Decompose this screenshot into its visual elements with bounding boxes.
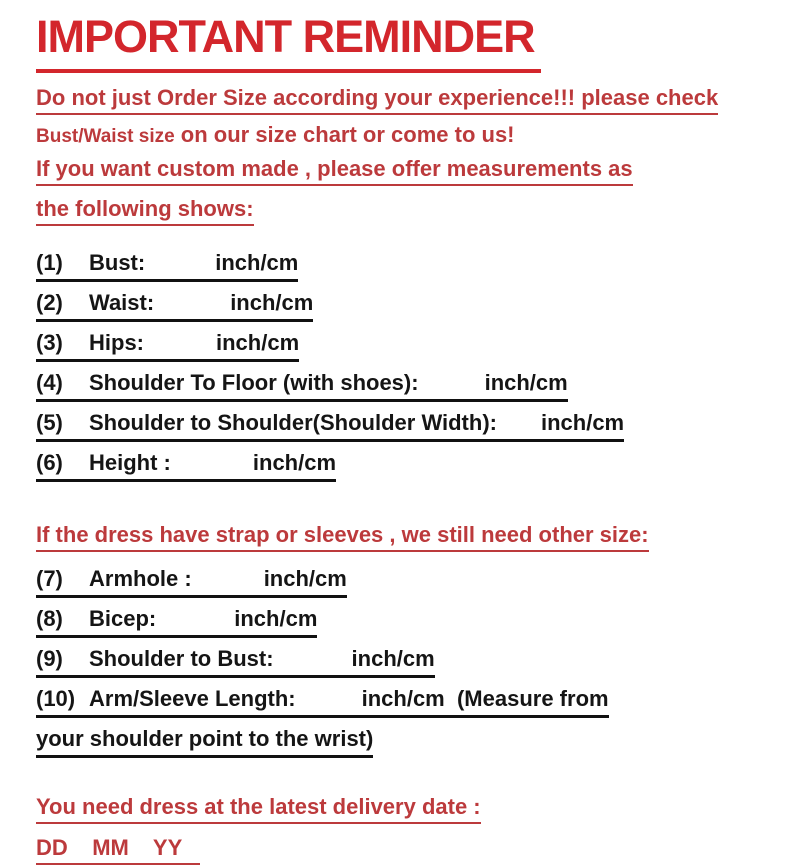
footer-date-fields: DD MM YY [36,835,772,865]
measurement-item-bicep: (8) Bicep: inch/cm [36,606,772,638]
section-strap-sleeves-heading: If the dress have strap or sleeves , we still need other size: [36,522,772,552]
measurements-list-extra [36,566,772,758]
intro-line-size-chart: Bust/Waist size on our size chart or come to us! [36,122,515,147]
measurement-item-bust: (1) Bust: inch/cm [36,250,772,282]
bust-waist-size-label: Bust/Waist size [36,126,175,147]
measurement-item-hips: (3) Hips: inch/cm [36,330,772,362]
intro-line-following-shows: the following shows: [36,196,772,226]
page-title: IMPORTANT REMINDER [36,14,541,73]
measurements-list-basic [36,250,772,482]
measurement-item-height: (6) Height : inch/cm [36,450,772,482]
measurement-item-shoulder-to-floor: (4) Shoulder To Floor (with shoes): inch/cm [36,370,772,402]
measurement-item-waist: (2) Waist: inch/cm [36,290,772,322]
measurement-item-armhole: (7) Armhole : inch/cm [36,566,772,598]
measurement-item-shoulder-to-bust: (9) Shoulder to Bust: inch/cm [36,646,772,678]
measurement-item-sleeve-length: (10) Arm/Sleeve Length: inch/cm (Measure from [36,686,772,718]
measurement-item-shoulder-width: (5) Shoulder to Shoulder(Shoulder Width): inch/cm [36,410,772,442]
intro-line-order-size: Do not just Order Size according your experience!!! please check [36,85,772,115]
intro-line-custom-made: If you want custom made , please offer measurements as [36,156,772,186]
footer-delivery-date-note: You need dress at the latest delivery date : [36,794,772,824]
measurement-item-sleeve-length-wrap: your shoulder point to the wrist) [36,726,772,758]
sleeve-measure-note: (Measure from [444,686,609,711]
